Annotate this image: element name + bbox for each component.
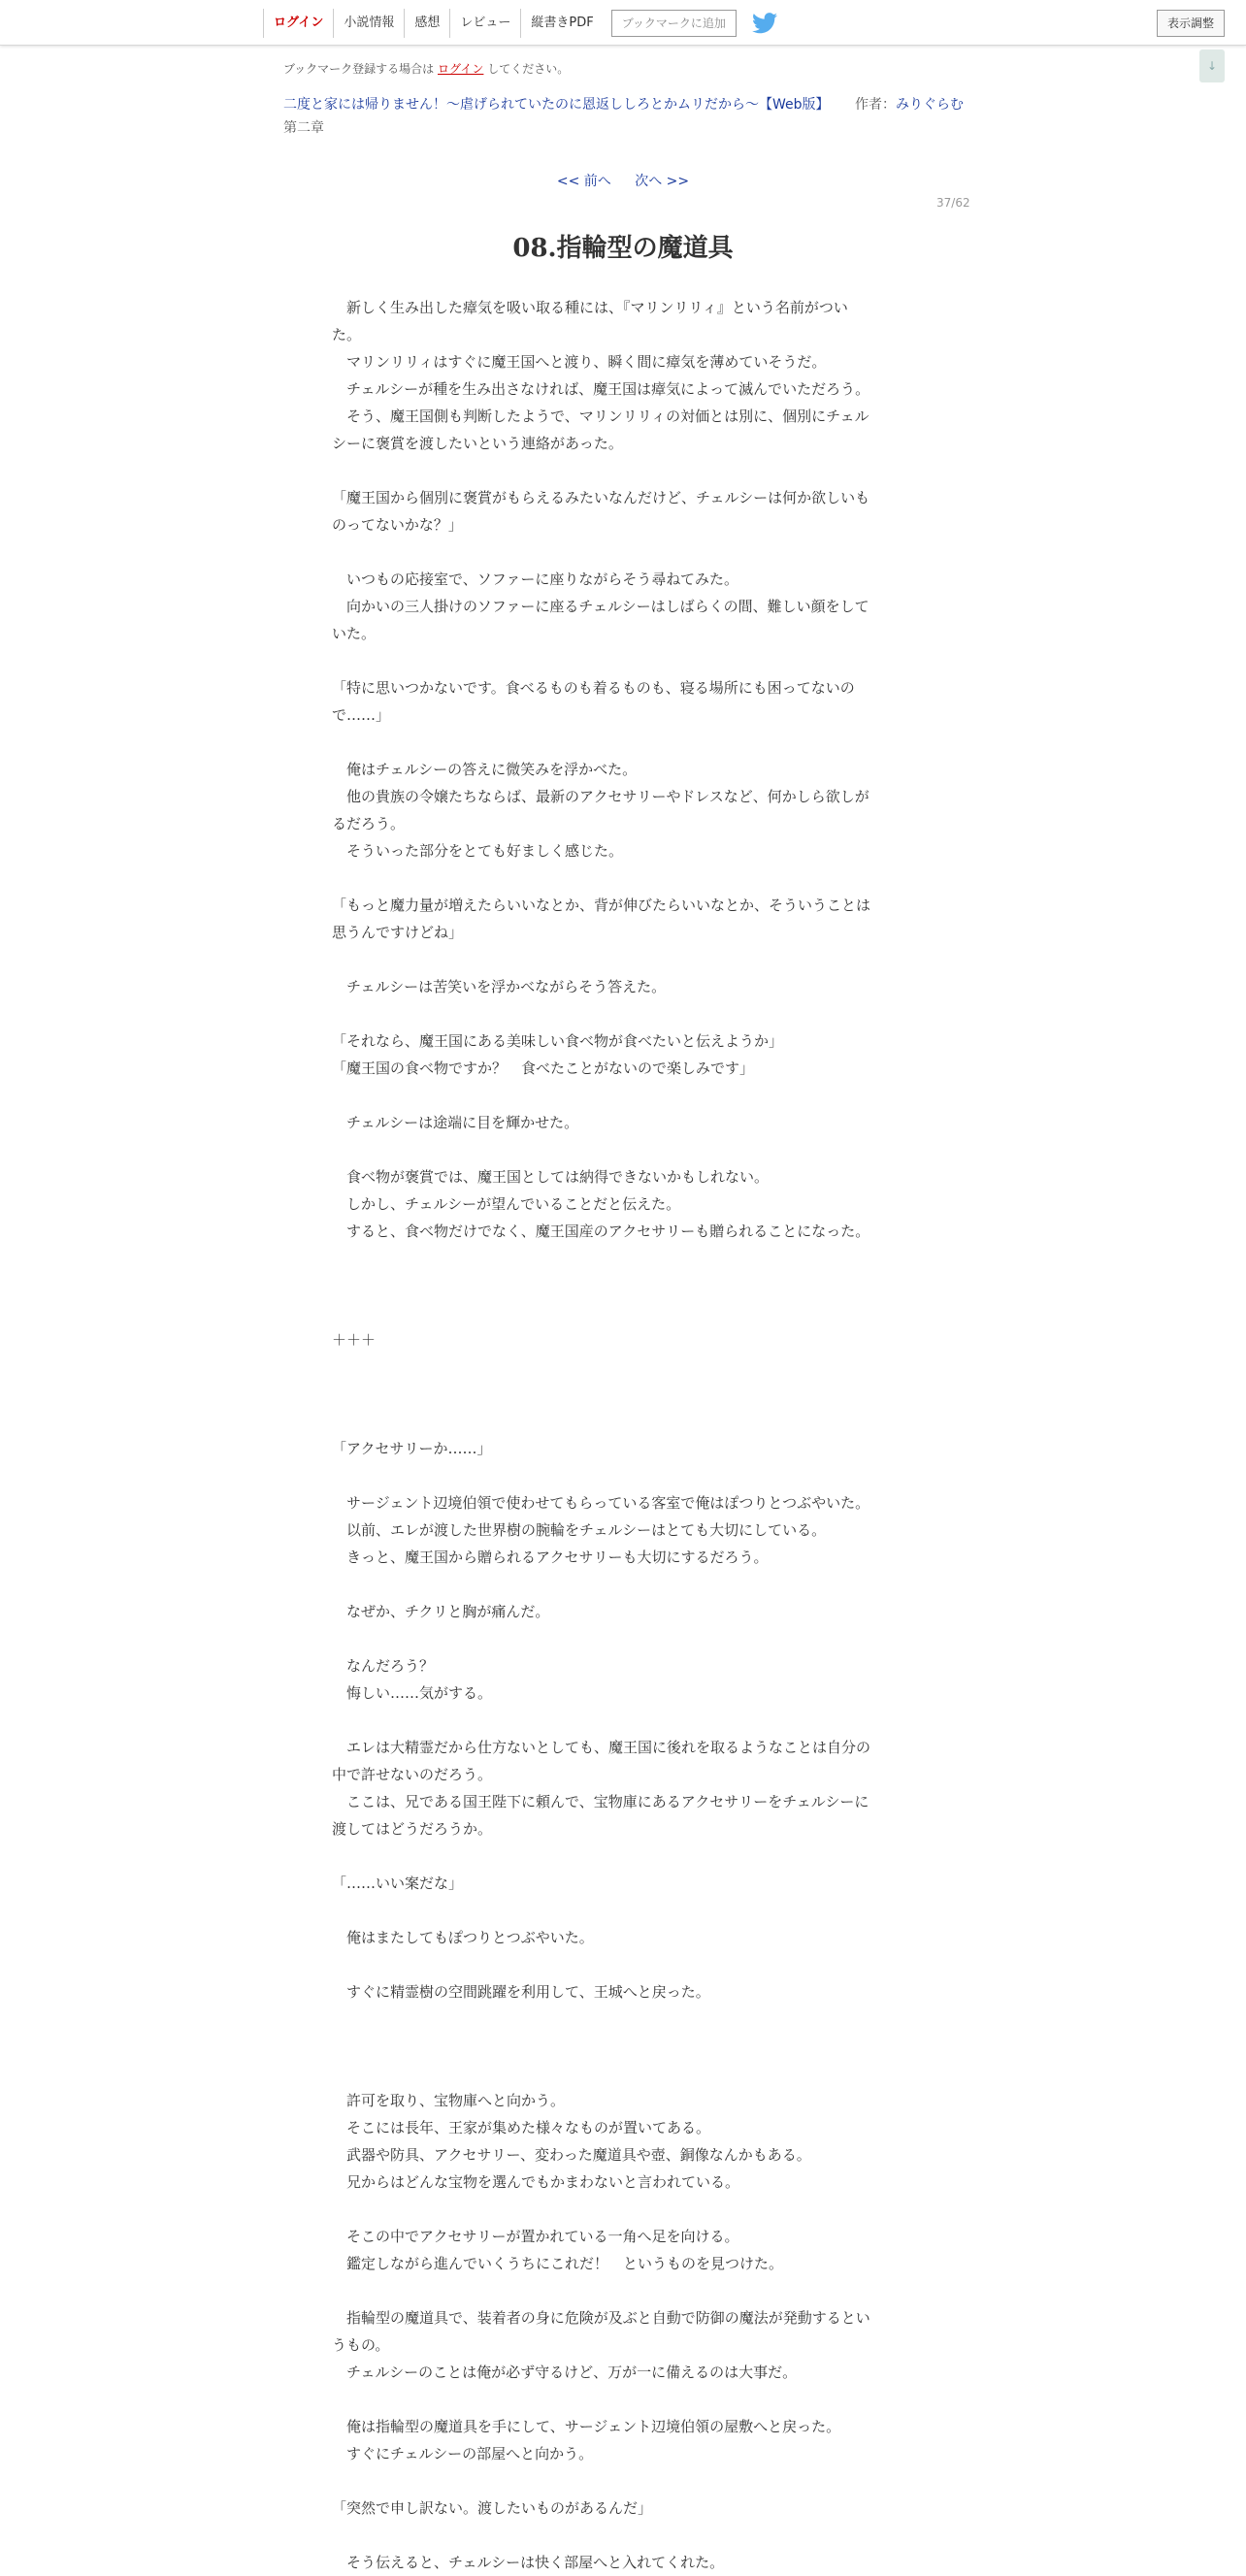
notice-login-link[interactable]: ログイン (438, 62, 484, 76)
body-line: 渡してはどうだろうか。 (332, 1820, 493, 1838)
author-link[interactable]: みりぐらむ (895, 97, 964, 113)
body-line: 「それなら、魔王国にある美味しい食べ物が食べたいと伝えようか」 (332, 1032, 784, 1050)
novel-body (332, 294, 914, 2576)
body-line (332, 538, 914, 566)
body-line: そう、魔王国側も判断したようで、マリンリリィの対価とは別に、個別にチェル (332, 408, 869, 425)
body-line: すぐにチェルシーの部屋へと向かう。 (332, 2445, 594, 2462)
body-line: そこの中でアクセサリーが置かれている一角へ足を向ける。 (332, 2228, 739, 2245)
body-line (332, 1381, 914, 1408)
body-line (332, 2033, 914, 2060)
body-line: た。 (332, 326, 362, 343)
body-line: 以前、エレが渡した世界樹の腕輪をチェルシーはとても大切にしている。 (332, 1521, 827, 1539)
series-header (283, 94, 964, 114)
body-line (332, 2277, 914, 2304)
body-line: 許可を取り、宝物庫へと向かう。 (332, 2092, 566, 2109)
body-line: 「魔王国の食べ物ですか？ 食べたことがないので楽しみです」 (332, 1060, 755, 1077)
body-line: しかし、チェルシーが望んでいることだと伝えた。 (332, 1195, 681, 1213)
body-line (332, 1245, 914, 1272)
body-line: ＋＋＋ (332, 1331, 377, 1349)
body-line: 俺はまたしてもぽつりとつぶやいた。 (332, 1929, 594, 1946)
body-line: 思うんですけどね」 (332, 924, 464, 941)
notice-suffix: してください。 (487, 62, 570, 76)
chapter-title: 第二章 (283, 120, 324, 136)
body-line (332, 2467, 914, 2494)
top-nav-bar (0, 0, 1246, 46)
next-page-link[interactable]: 次へ >> (635, 174, 690, 189)
episode-title: 08.指輪型の魔道具 (512, 234, 734, 263)
body-line: なんだろう？ (332, 1657, 435, 1675)
page-number: 37/62 (936, 196, 970, 210)
body-line (332, 1571, 914, 1598)
body-line: 「もっと魔力量が増えたらいいなとか、背が伸びたらいいなとか、そういうことは (332, 897, 871, 914)
body-line: 悔しい……気がする。 (332, 1684, 493, 1702)
body-line (332, 729, 914, 756)
body-line: チェルシーは途端に目を輝かせた。 (332, 1114, 579, 1131)
body-line (332, 1625, 914, 1652)
body-line: 鑑定しながら進んでいくうちにこれだ！ というものを見つけた。 (332, 2255, 784, 2272)
body-line: ここは、兄である国王陛下に頼んで、宝物庫にあるアクセサリーをチェルシーに (332, 1793, 869, 1810)
login-link[interactable]: ログイン (263, 9, 333, 38)
body-line: チェルシーは苦笑いを浮かべながらそう答えた。 (332, 978, 667, 995)
body-line: エレは大精霊だから仕方ないとしても、魔王国に後れを取るようなことは自分の (332, 1739, 871, 1756)
body-line: マリンリリィはすぐに魔王国へと渡り、瞬く間に瘴気を薄めていそうだ。 (332, 353, 827, 371)
body-line: そう伝えると、チェルシーは快く部屋へと入れてくれた。 (332, 2554, 725, 2571)
nav-menu (263, 9, 779, 38)
scroll-down-icon[interactable]: ↓ (1199, 49, 1225, 82)
body-line: で……」 (332, 706, 391, 724)
body-line: 「特に思いつかないです。食べるものも着るものも、寝る場所にも困ってないの (332, 679, 855, 697)
body-line: 向かいの三人掛けのソファーに座るチェルシーはしばらくの間、難しい顔をして (332, 598, 869, 615)
body-line: チェルシーのことは俺が必ず守るけど、万が一に備えるのは大事だ。 (332, 2364, 798, 2381)
body-line: 「アクセサリーか……」 (332, 1440, 492, 1457)
body-line: 兄からはどんな宝物を選んでもかまわないと言われている。 (332, 2173, 740, 2191)
body-line (332, 1707, 914, 1734)
body-line (332, 2196, 914, 2223)
body-line: サージェント辺境伯領で使わせてもらっている客室で俺はぽつりとつぶやいた。 (332, 1494, 870, 1512)
body-line (332, 457, 914, 484)
body-line: 食べ物が褒賞では、魔王国としては納得できないかもしれない。 (332, 1168, 770, 1186)
body-line (332, 2060, 914, 2087)
body-line: 俺はチェルシーの答えに微笑みを浮かべた。 (332, 761, 638, 778)
body-line (332, 946, 914, 973)
notice-prefix: ブックマーク登録する場合は (283, 62, 435, 76)
author-label: 作者： (854, 97, 896, 113)
body-line (332, 1408, 914, 1435)
body-line: 武器や防具、アクセサリー、変わった魔道具や壺、銅像なんかもある。 (332, 2146, 811, 2164)
body-line (332, 864, 914, 892)
review-link[interactable]: レビュー (449, 9, 520, 38)
body-line (332, 647, 914, 674)
body-line: 「魔王国から個別に褒賞がもらえるみたいなんだけど、チェルシーは何か欲しいも (332, 489, 870, 506)
body-line (332, 1136, 914, 1163)
display-settings-button[interactable]: 表示調整 (1157, 10, 1225, 37)
add-bookmark-button[interactable]: ブックマークに追加 (611, 10, 737, 37)
body-line (332, 1842, 914, 1870)
body-line: 他の貴族の令嬢たちならば、最新のアクセサリーやドレスなど、何かしら欲しが (332, 788, 869, 805)
body-line (332, 1299, 914, 1326)
body-line: すると、食べ物だけでなく、魔王国産のアクセサリーも贈られることになった。 (332, 1223, 870, 1240)
body-line (332, 2005, 914, 2033)
body-line: 「突然で申し訳ない。渡したいものがあるんだ」 (332, 2499, 653, 2517)
body-line (332, 1353, 914, 1381)
series-title-link[interactable]: 二度と家には帰りません！～虐げられていたのに恩返ししろとかムリだから～【Web版】 (283, 97, 830, 113)
body-line (332, 2522, 914, 2549)
body-line (332, 1272, 914, 1299)
vertical-pdf-link[interactable]: 縦書きPDF (520, 9, 603, 38)
body-line: なぜか、チクリと胸が痛んだ。 (332, 1603, 550, 1620)
body-line: シーに褒賞を渡したいという連絡があった。 (332, 435, 623, 452)
body-line: そこには長年、王家が集めた様々なものが置いてある。 (332, 2119, 711, 2136)
body-line: うもの。 (332, 2336, 390, 2354)
body-line (332, 1462, 914, 1489)
body-line (332, 1951, 914, 1978)
body-line: いつもの応接室で、ソファーに座りながらそう尋ねてみた。 (332, 571, 739, 588)
body-line (332, 1000, 914, 1027)
body-line: るだろう。 (332, 815, 406, 832)
body-line: いた。 (332, 625, 377, 642)
novel-info-link[interactable]: 小説情報 (333, 9, 404, 38)
impressions-link[interactable]: 感想 (404, 9, 449, 38)
login-notice (283, 60, 569, 77)
body-line (332, 2386, 914, 2413)
body-line: 俺は指輪型の魔道具を手にして、サージェント辺境伯領の屋敷へと戻った。 (332, 2418, 841, 2435)
body-line: 「……いい案だな」 (332, 1875, 464, 1892)
body-line: そういった部分をとても好ましく感じた。 (332, 842, 624, 860)
body-line: 新しく生み出した瘴気を吸い取る種には、『マリンリリィ』という名前がつい (332, 299, 848, 316)
body-line: チェルシーが種を生み出さなければ、魔王国は瘴気によって滅んでいただろう。 (332, 380, 870, 398)
body-line: きっと、魔王国から贈られるアクセサリーも大切にするだろう。 (332, 1549, 769, 1566)
body-line: 中で許せないのだろう。 (332, 1766, 493, 1783)
body-line (332, 1082, 914, 1109)
prev-page-link[interactable]: << 前へ (556, 174, 611, 189)
body-line (332, 1897, 914, 1924)
body-line: のってないかな？」 (332, 516, 463, 534)
body-line: 指輪型の魔道具で、装着者の身に危険が及ぶと自動で防御の魔法が発動するとい (332, 2309, 870, 2327)
twitter-icon[interactable] (752, 12, 779, 35)
pager (0, 171, 1246, 190)
body-line: すぐに精霊樹の空間跳躍を利用して、王城へと戻った。 (332, 1983, 710, 2001)
